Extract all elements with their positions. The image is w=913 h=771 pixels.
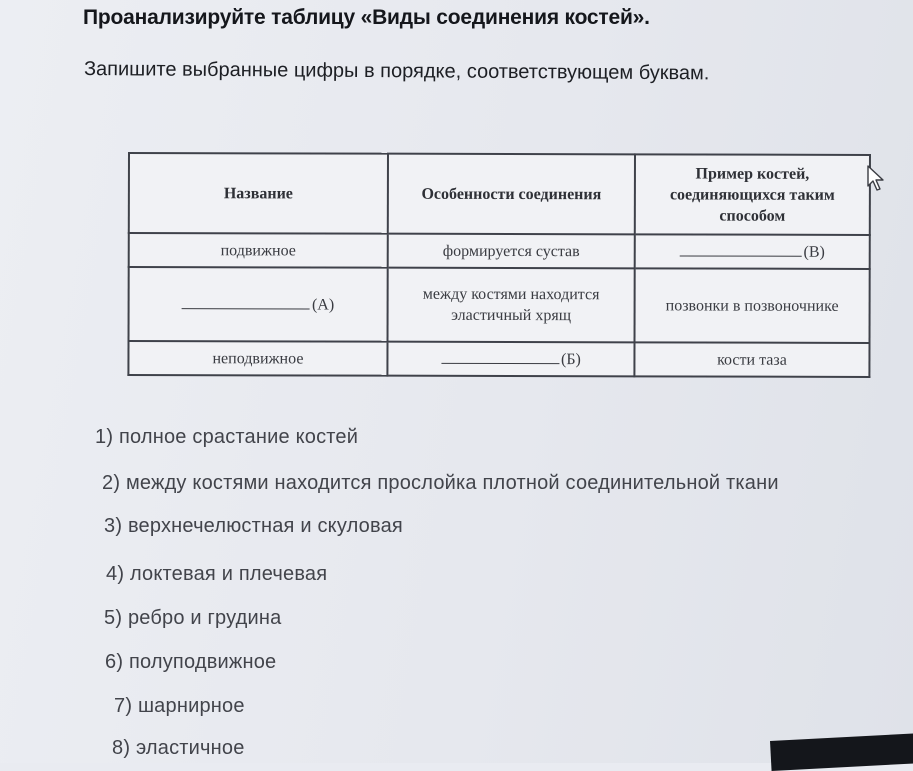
bone-joints-table — [127, 152, 871, 378]
cell-example: позвонки в позвоночнике — [635, 268, 870, 343]
header-features: Особенности соединения — [388, 154, 635, 235]
cell-example-blank — [635, 234, 870, 269]
option-item: 1) полное срастание костей — [95, 426, 359, 448]
cell-feature: формируется сустав — [388, 234, 635, 269]
cell-name: неподвижное — [128, 341, 387, 376]
blank-label-b: (Б) — [561, 351, 581, 369]
table-row — [129, 267, 870, 343]
answer-blank-line — [680, 240, 802, 256]
header-examples: Пример костей, соединяющихся таким способом — [635, 154, 870, 235]
cell-feature: между костями находится эластичный хрящ — [388, 268, 635, 343]
answer-blank-line — [182, 293, 310, 309]
cell-feature-blank — [387, 342, 634, 377]
table-row — [128, 341, 869, 377]
cell-name: подвижное — [129, 233, 388, 268]
option-item: 2) между костями находится прослойка плотной соединительной ткани — [102, 472, 779, 494]
taskbar-edge — [770, 733, 913, 771]
cell-example: кости таза — [634, 342, 869, 377]
task-instruction: Запишите выбранные цифры в порядке, соответствующем буквам. — [83, 58, 710, 85]
option-item: 3) верхнечелюстная и скуловая — [104, 515, 403, 537]
task-title: Проанализируйте таблицу «Виды соединения костей». — [83, 6, 650, 29]
option-item: 4) локтевая и плечевая — [106, 563, 328, 585]
blank-label-a: (А) — [311, 296, 335, 314]
header-name: Название — [129, 153, 388, 234]
mouse-pointer-icon — [866, 164, 890, 194]
table-header-row — [129, 153, 870, 235]
answer-blank-line — [441, 348, 559, 364]
option-item: 6) полуподвижное — [105, 651, 277, 673]
option-item: 7) шарнирное — [114, 695, 245, 717]
cell-name-blank — [129, 267, 388, 342]
table-row — [129, 233, 870, 269]
option-item: 5) ребро и грудина — [104, 607, 282, 629]
option-item: 8) эластичное — [112, 737, 245, 759]
blank-label-v: (В) — [803, 243, 825, 261]
